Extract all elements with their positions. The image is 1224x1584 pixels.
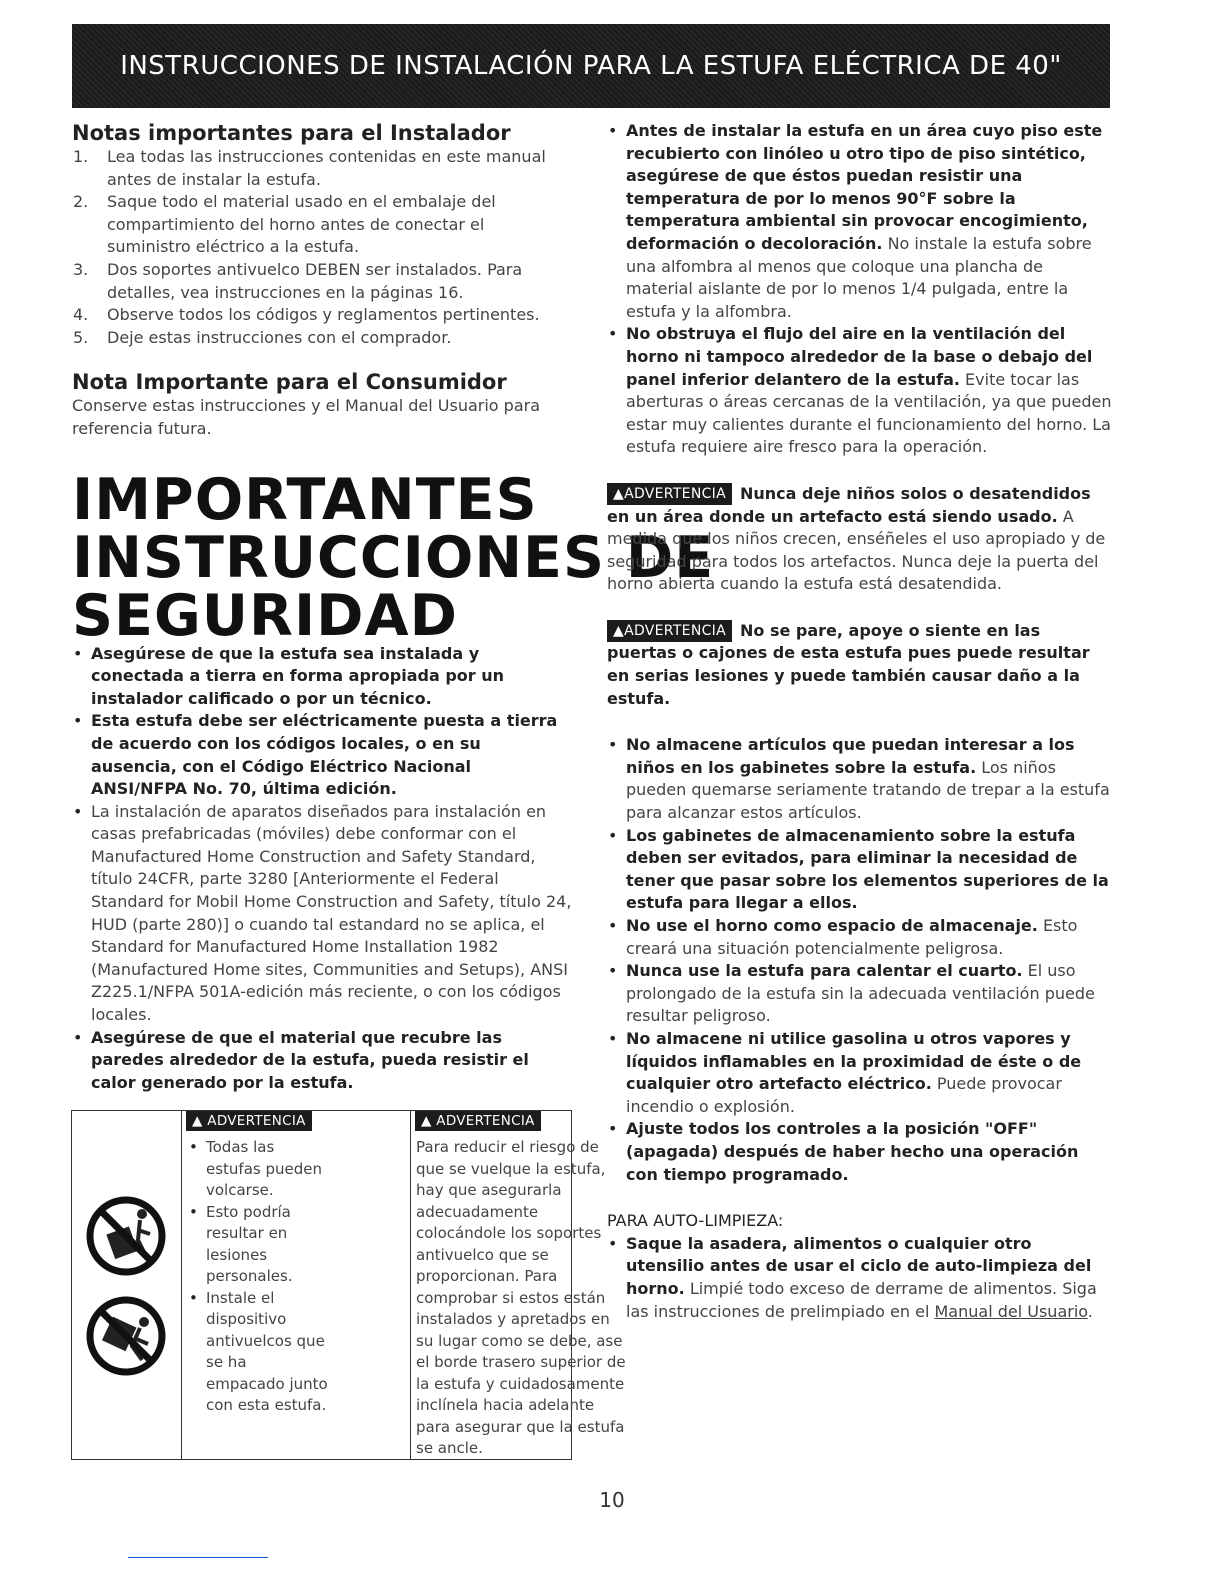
- warning-badge: ▲ADVERTENCIA: [607, 483, 732, 505]
- safety-title-line: SEGURIDAD: [72, 582, 458, 649]
- list-item: • No obstruya el flujo del aire en la ventilación del horno ni tampoco alrededor de la base o debajo del panel inferior delantero de la estufa. Evite tocar las aberturas o áreas cercanas de la ventilación, ya que pueden estar muy calientes durante el funcionamiento del horno. La estufa requiere aire fresco para la operación.: [607, 323, 1112, 459]
- list-item: • Todas las estufas pueden volcarse.: [188, 1137, 328, 1202]
- consumer-text: Conserve estas instrucciones y el Manual del Usuario para referencia futura.: [72, 396, 541, 438]
- list-item: • No almacene artículos que puedan interesar a los niños en los gabinetes sobre la estufa. Los niños pueden quemarse seriamente tratando de trepar a la estufa para alcanzar estos artículos.: [607, 734, 1112, 824]
- list-item: 1. Lea todas las instrucciones contenidas en este manual antes de instalar la estufa.: [73, 147, 546, 189]
- self-clean-list: [607, 1233, 1112, 1323]
- list-item: • Saque la asadera, alimentos o cualquier otro utensilio antes de usar el ciclo de auto-limpieza del horno. Limpié todo exceso de derrame de alimentos. Siga las instrucciones de prelimpiado en el Manual del Usuario.: [607, 1233, 1112, 1323]
- page-banner: [72, 24, 1110, 108]
- list-item: • No almacene ni utilice gasolina u otros vapores y líquidos inflamables en la proximidad de éste o de cualquier otro artefacto eléctrico. Puede provocar incendio o explosión.: [607, 1028, 1112, 1118]
- list-item: • La instalación de aparatos diseñados para instalación en casas prefabricadas (móviles) debe conformar con el Manufactured Home Construction and Safety Standard, título 24CFR, parte 3280 [Anteriormente el Federal Standard for Mobil Home Construction and Safety, título 24, HUD (parte 280)] o cuando tal estandard no se aplica, el Standard for Manufactured Home Installation 1982 (Manufactured Home sites, Communities and Setups), ANSI Z225.1/NFPA 501A-edición más reciente, o con los códigos locales.: [72, 801, 572, 1027]
- warning-badge: ▲ ADVERTENCIA: [186, 1111, 312, 1131]
- no-tip-over-icon: [72, 1111, 181, 1459]
- list-item: 3. Dos soportes antivuelco DEBEN ser instalados. Para detalles, vea instrucciones en la páginas 16.: [73, 259, 523, 302]
- self-clean-heading: PARA AUTO-LIMPIEZA:: [607, 1211, 784, 1231]
- list-item: • Asegúrese de que el material que recubre las paredes alrededor de la estufa, pueda resistir el calor generado por la estufa.: [72, 1027, 572, 1095]
- list-item: • Instale el dispositivo antivuelcos que se ha empacado junto con esta estufa.: [188, 1288, 328, 1417]
- list-item: • Asegúrese de que la estufa sea instalada y conectada a tierra en forma apropiada por un instalador calificado o por un técnico.: [72, 643, 572, 711]
- installer-heading: Notas importantes para el Instalador: [72, 121, 511, 145]
- installer-list: [72, 146, 572, 349]
- doors-warning: ▲ADVERTENCIA No se pare, apoye o siente en las puertas o cajones de esta estufa pues puede resultar en serias lesiones y puede también causar daño a la estufa.: [607, 620, 1090, 708]
- consumer-heading: Nota Importante para el Consumidor: [72, 370, 507, 395]
- children-warning: ▲ADVERTENCIA Nunca deje niños solos o desatendidos en un área donde un artefacto está siendo usado. A medida que los niños crecen, enséñeles el uso apropiado y de seguridad para todos los artefactos. Nunca deje la puerta del horno abierta cuando la estufa está desatendida.: [607, 483, 1106, 594]
- list-item: • No use el horno como espacio de almacenaje. Esto creará una situación potencialmente peligrosa.: [607, 915, 1112, 960]
- footer-link-line: [128, 1557, 268, 1558]
- safety-title-line: INSTRUCCIONES DE: [72, 524, 715, 591]
- safety-list: [72, 643, 572, 1095]
- warning-icons: [72, 1111, 182, 1459]
- tip-over-list: [188, 1137, 328, 1417]
- list-item: • Ajuste todos los controles a la posición "OFF" (apagada) después de haber hecho una operación con tiempo programado.: [607, 1118, 1112, 1186]
- tip-over-warning-box: [71, 1110, 626, 1460]
- user-manual-link[interactable]: Manual del Usuario: [934, 1301, 1088, 1321]
- list-item: • Antes de instalar la estufa en un área cuyo piso este recubierto con linóleo u otro tipo de piso sintético, asegúrese de que éstos puedan resistir una temperatura de por lo menos 90°F sobre la temperatura ambiental sin provocar encogimiento, deformación o decoloración. No instale la estufa sobre una alfombra al menos que coloque una plancha de material aislante de por lo menos 1/4 pulgada, entre la estufa y la alfombra.: [607, 120, 1112, 323]
- installation-notes-list: [607, 120, 1112, 459]
- warning-left-panel: [182, 1111, 411, 1459]
- safety-bullets: [607, 734, 1112, 1186]
- list-item: 2. Saque todo el material usado en el embalaje del compartimiento del horno antes de conectar el suministro eléctrico a la estufa.: [73, 192, 496, 257]
- right-column: [607, 120, 1112, 1323]
- warning-badge: ▲ADVERTENCIA: [607, 620, 732, 642]
- list-item: 5. Deje estas instrucciones con el comprador.: [73, 327, 452, 347]
- warning-right-panel: [411, 1111, 626, 1459]
- list-item: • Esto podría resultar en lesiones personales.: [188, 1202, 328, 1288]
- warning-badge: ▲ ADVERTENCIA: [415, 1111, 541, 1131]
- banner-title: INSTRUCCIONES DE INSTALACIÓN PARA LA ESTUFA ELÉCTRICA DE 40": [120, 51, 1062, 81]
- list-item: 4. Observe todos los códigos y reglamentos pertinentes.: [73, 305, 540, 325]
- tip-over-text: Para reducir el riesgo de que se vuelque la estufa, hay que asegurarla adecuadamente colocándole los soportes antivuelco que se proporcionan. Para comprobar si estos están instalados y apretados en su lugar como se debe, ase el borde trasero superior de la estufa y cuidadosamente inclínela hacia adelante para asegurar que la estufa se ancle.: [416, 1138, 626, 1457]
- safety-title-line: IMPORTANTES: [72, 466, 538, 533]
- list-item: • Nunca use la estufa para calentar el cuarto. El uso prolongado de la estufa sin la adecuada ventilación puede resultar peligroso.: [607, 960, 1112, 1028]
- page-number: 10: [599, 1488, 625, 1512]
- list-item: • Esta estufa debe ser eléctricamente puesta a tierra de acuerdo con los códigos locales, o en su ausencia, con el Código Eléctrico Nacional ANSI/NFPA No. 70, última edición.: [72, 710, 572, 800]
- list-item: • Los gabinetes de almacenamiento sobre la estufa deben ser evitados, para eliminar la necesidad de tener que pasar sobre los elementos superiores de la estufa para llegar a ellos.: [607, 825, 1112, 915]
